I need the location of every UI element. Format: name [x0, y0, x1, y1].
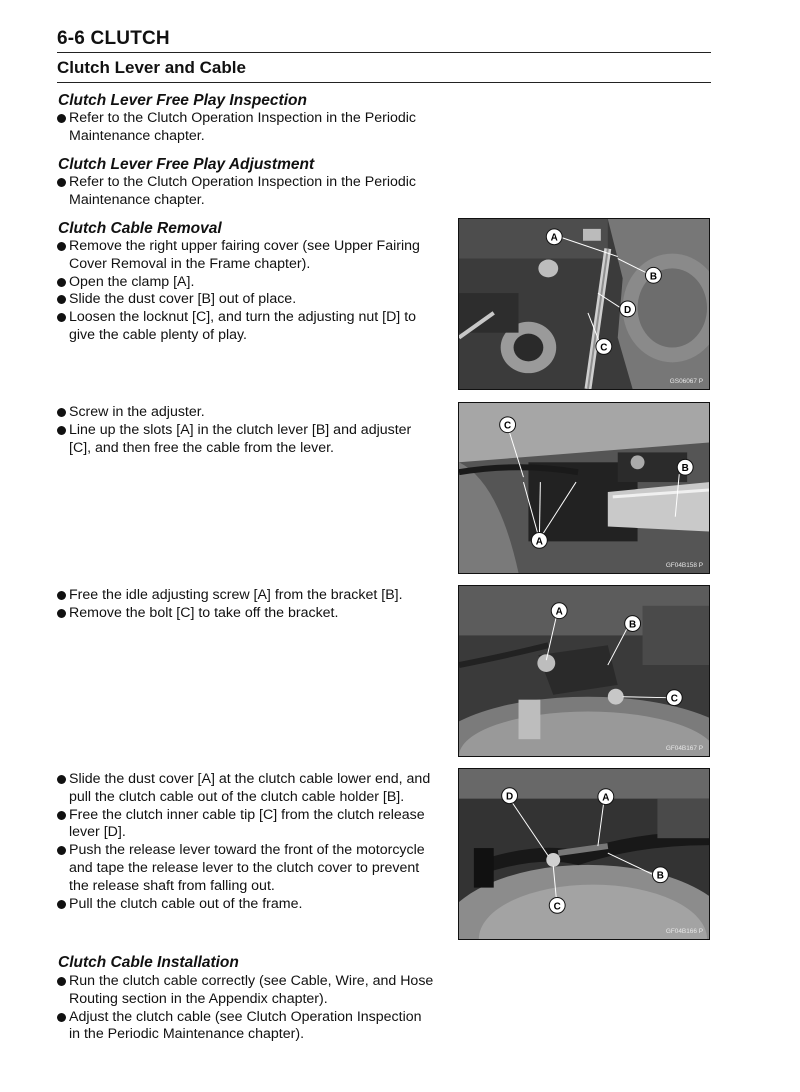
svg-text:C: C [553, 901, 561, 913]
bullet-line: Adjust the clutch cable (see Clutch Operation Inspection [69, 1008, 422, 1025]
bullet-line: Push the release lever toward the front of the motorcycle [69, 842, 425, 859]
callout-a [598, 789, 614, 805]
bullet-item [57, 404, 445, 422]
bullet-line: the release shaft from falling out. [69, 877, 275, 894]
photo-code: GF04B166 P [665, 928, 704, 936]
callout-b [646, 267, 662, 283]
header-rule [57, 52, 711, 53]
svg-text:C: C [670, 693, 678, 705]
bullet-line: Remove the right upper fairing cover (see Upper Fairing [69, 238, 420, 254]
callout-a [531, 532, 547, 548]
svg-text:A: A [550, 232, 558, 244]
bullet-item [57, 238, 445, 274]
bullet-item [57, 274, 445, 292]
svg-text:A: A [535, 536, 543, 548]
photo-code: GF04B167 P [665, 745, 704, 753]
callout-c [666, 690, 682, 706]
section-rule [57, 82, 711, 83]
callout-b [625, 616, 641, 632]
svg-text:B: B [681, 463, 689, 475]
bullet-item [57, 309, 445, 345]
bullet-item [57, 587, 445, 605]
bullet-line: [C], and then free the cable from the lever. [69, 439, 334, 456]
bullet-line: Slide the dust cover [B] out of place. [69, 291, 297, 308]
photo-code: GS06067 P [669, 378, 704, 386]
bullet-line: Free the clutch inner cable tip [C] from the clutch release [69, 806, 425, 823]
bullet-item [57, 842, 445, 895]
bullet-line: Loosen the locknut [C], and turn the adjusting nut [D] to [69, 309, 417, 326]
bullets-cable-removal [57, 238, 445, 345]
svg-text:A: A [602, 792, 610, 804]
bullet-item [57, 291, 445, 309]
photo-code: GF04B158 P [665, 562, 704, 570]
bullet-item [57, 422, 445, 458]
bullet-item [57, 1009, 445, 1045]
photo-cable-lower-end [458, 768, 710, 940]
heading-cable-removal: Clutch Cable Removal [58, 220, 222, 237]
bullet-line: Open the clamp [A]. [69, 273, 195, 290]
svg-text:D: D [624, 304, 632, 316]
callout-d [620, 301, 636, 317]
bullet-line: Cover Removal in the Frame chapter). [69, 255, 311, 272]
bullet-line: Refer to the Clutch Operation Inspection in the Periodic [69, 110, 416, 126]
bullet-line: Slide the dust cover [A] at the clutch cable lower end, and [69, 771, 431, 787]
bullet-item [57, 896, 445, 914]
bullet-line: give the cable plenty of play. [69, 326, 247, 343]
callout-c [596, 339, 612, 355]
heading-cable-installation: Clutch Cable Installation [58, 954, 239, 971]
section-title: Clutch Lever and Cable [57, 58, 246, 77]
bullet-line: Screw in the adjuster. [69, 404, 205, 420]
svg-text:C: C [504, 420, 512, 432]
bullet-line: Free the idle adjusting screw [A] from the bracket [B]. [69, 587, 403, 603]
bullet-item [57, 174, 445, 210]
callout-b [652, 867, 668, 883]
bullets-bracket [57, 587, 445, 623]
bullet-item [57, 771, 445, 807]
svg-text:D: D [506, 791, 514, 803]
photo-idle-bracket [458, 585, 710, 757]
callout-a [546, 229, 562, 245]
callout-a [551, 603, 567, 619]
bullet-line: lever [D]. [69, 824, 126, 841]
bullet-item [57, 110, 445, 146]
bullet-line: Refer to the Clutch Operation Inspection in the Periodic [69, 174, 416, 190]
photo-cable-adjuster [458, 218, 710, 390]
chapter-title: 6-6 CLUTCH [57, 28, 170, 49]
bullets-lever [57, 404, 445, 457]
bullet-line: Line up the slots [A] in the clutch lever [B] and adjuster [69, 421, 412, 438]
bullet-line: pull the clutch cable out of the clutch cable holder [B]. [69, 788, 405, 805]
bullet-line: Remove the bolt [C] to take off the bracket. [69, 604, 339, 621]
svg-text:B: B [629, 619, 637, 631]
svg-text:B: B [656, 870, 664, 882]
bullet-line: Maintenance chapter. [69, 191, 205, 208]
bullet-line: and tape the release lever to the clutch cover to prevent [69, 859, 420, 876]
callout-c [500, 417, 516, 433]
bullets-freeplay-inspection [57, 110, 445, 146]
callout-b [677, 459, 693, 475]
bullet-line: Pull the clutch cable out of the frame. [69, 895, 303, 912]
bullet-line: in the Periodic Maintenance chapter). [69, 1026, 305, 1043]
bullet-item [57, 807, 445, 843]
callout-c [549, 897, 565, 913]
bullets-lower-end [57, 771, 445, 913]
callout-d [502, 788, 518, 804]
svg-text:A: A [555, 606, 563, 618]
bullet-item [57, 605, 445, 623]
heading-freeplay-inspection: Clutch Lever Free Play Inspection [58, 92, 307, 109]
bullet-line: Maintenance chapter. [69, 127, 205, 144]
svg-text:B: B [649, 271, 658, 283]
heading-freeplay-adjustment: Clutch Lever Free Play Adjustment [58, 156, 315, 173]
svg-text:C: C [600, 342, 608, 354]
bullet-line: Routing section in the Appendix chapter). [69, 990, 328, 1007]
bullets-cable-installation [57, 973, 445, 1044]
bullet-item [57, 973, 445, 1009]
photo-clutch-lever [458, 402, 710, 574]
bullets-freeplay-adjustment [57, 174, 445, 210]
bullet-line: Run the clutch cable correctly (see Cable, Wire, and Hose [69, 973, 434, 989]
